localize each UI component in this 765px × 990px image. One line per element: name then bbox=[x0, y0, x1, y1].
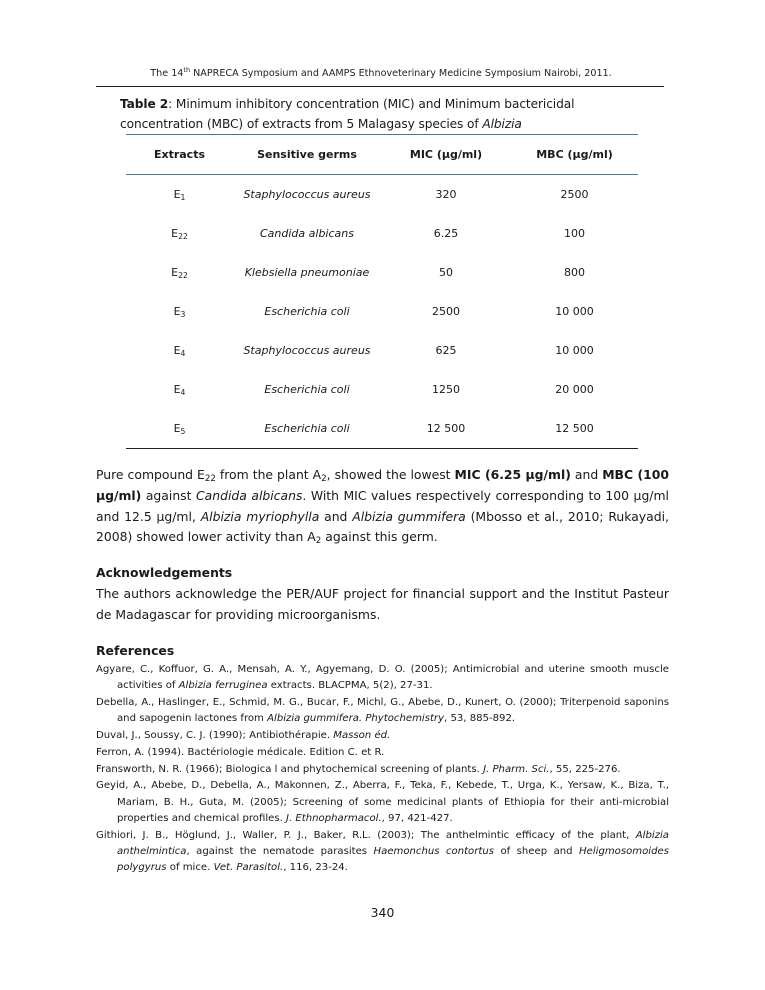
extract-subscript: 22 bbox=[178, 232, 188, 241]
mbc-cell-text: 100 bbox=[564, 227, 585, 240]
reference-italic: Haemonchus contortus bbox=[373, 845, 494, 857]
mic-cell bbox=[381, 331, 511, 370]
caption-text: : Minimum inhibitory concentration (MIC) and Minimum bactericidal concentration (MBC) of extracts from 5 Malagasy species of bbox=[120, 97, 575, 131]
caption-label: Table 2 bbox=[120, 97, 169, 111]
reference-text: extracts. BLACPMA, 5(2), 27-31. bbox=[267, 680, 433, 692]
extract-cell bbox=[126, 253, 233, 292]
references-heading: References bbox=[96, 643, 175, 658]
header-mic: MIC (µg/ml) bbox=[381, 135, 511, 175]
extract-subscript: 4 bbox=[180, 349, 186, 358]
mic-cell bbox=[381, 175, 511, 215]
germ-cell-text: Escherichia coli bbox=[264, 422, 350, 435]
table-row bbox=[126, 370, 638, 409]
text: , showed the lowest bbox=[326, 467, 455, 482]
header-sup: th bbox=[183, 66, 191, 74]
text: against this germ. bbox=[321, 529, 438, 545]
mbc-cell-text: 10 000 bbox=[555, 344, 594, 357]
germ-cell bbox=[233, 370, 381, 409]
germ-cell-text: Staphylococcus aureus bbox=[243, 344, 371, 357]
caption-genus: Albizia bbox=[482, 117, 522, 131]
extract-subscript: 1 bbox=[180, 193, 186, 202]
reference-italic: Albizia anthelmintica bbox=[117, 829, 669, 857]
reference-text: , 116, 23-24. bbox=[283, 862, 348, 873]
table-row bbox=[126, 292, 638, 331]
germ-cell bbox=[233, 253, 381, 292]
table-body bbox=[126, 175, 638, 449]
reference-text: Ferron, A. (1994). Bactériologie médicale. Edition C. et R. bbox=[96, 746, 385, 758]
reference-italic: J. Ethnopharmacol. bbox=[286, 812, 382, 824]
germ-cell-text: Staphylococcus aureus bbox=[243, 188, 371, 201]
reference-item bbox=[96, 728, 669, 744]
text: and bbox=[570, 467, 603, 482]
extract-cell-text: E bbox=[173, 422, 181, 435]
reference-text: Geyid, A., Abebe, D., Debella, A., Makonnen, Z., Aberra, F., Teka, F., Kebede, T., Urga, K., Yersaw, K., Biza, T., Mariam, B. H., Guta, M. (2005); Screening of some medicinal plants of Ethiopia for their anti-microbial properties and chemical profiles. bbox=[96, 780, 669, 824]
extract-cell-text: E bbox=[171, 227, 179, 240]
reference-text: Githiori, J. B., Höglund, J., Waller, P. J., Baker, R.L. (2003); The anthelmintic efficacy of the plant, bbox=[96, 829, 636, 841]
reference-italic: Vet. Parasitol. bbox=[213, 862, 284, 873]
reference-text: Duval, J., Soussy, C. J. (1990); Antibiothérapie. bbox=[96, 730, 334, 741]
germ-cell-text: Klebsiella pneumoniae bbox=[244, 266, 370, 279]
reference-text: , 55, 225-276. bbox=[549, 763, 621, 775]
acknowledgements-text: The authors acknowledge the PER/AUF project for financial support and the Institut Pasteur de Madagascar for providing microorganisms. bbox=[96, 586, 669, 622]
extract-cell bbox=[126, 331, 233, 370]
table-header-row bbox=[126, 135, 638, 175]
reference-italic: Heligmosomoides polygyrus bbox=[117, 845, 669, 873]
reference-text: Debella, A., Haslinger, E., Schmid, M. G., Bucar, F., Michl, G., Abebe, D., Kunert, O. (2000); Triterpenoid saponins and sapogenin lactones from bbox=[96, 697, 669, 725]
germ-cell bbox=[233, 175, 381, 215]
table-row bbox=[126, 409, 638, 449]
extract-subscript: 3 bbox=[180, 310, 186, 319]
germ-cell-text: Candida albicans bbox=[260, 227, 354, 240]
extract-cell bbox=[126, 409, 233, 449]
mbc-cell bbox=[511, 175, 638, 215]
reference-item bbox=[96, 745, 669, 761]
mbc-cell bbox=[511, 292, 638, 331]
reference-italic: Masson éd. bbox=[333, 730, 391, 741]
reference-text: , 97, 421-427. bbox=[381, 812, 453, 824]
text: against bbox=[141, 487, 196, 503]
text: and bbox=[319, 508, 353, 524]
mbc-cell bbox=[511, 253, 638, 292]
mbc-cell bbox=[511, 409, 638, 449]
mic-cell-text: 625 bbox=[435, 344, 457, 357]
mic-mbc-table bbox=[126, 134, 638, 449]
text: (Mbosso et al., 2010; Rukayadi, 2008) showed lower activity than A bbox=[96, 508, 669, 545]
mbc-cell-text: 2500 bbox=[560, 188, 589, 201]
germ-cell bbox=[233, 331, 381, 370]
mic-cell-text: 50 bbox=[439, 266, 453, 279]
species-name: Candida albicans bbox=[196, 487, 303, 503]
extract-cell bbox=[126, 370, 233, 409]
running-header bbox=[96, 66, 666, 79]
reference-italic: J. Pharm. Sci. bbox=[483, 763, 550, 775]
germ-cell-text: Escherichia coli bbox=[264, 305, 350, 318]
subscript: 22 bbox=[204, 474, 216, 484]
header-germs: Sensitive germs bbox=[233, 135, 381, 175]
extract-cell-text: E bbox=[171, 266, 179, 279]
header-mbc: MBC (µg/ml) bbox=[511, 135, 638, 175]
mbc-cell bbox=[511, 214, 638, 253]
text: Pure compound E bbox=[96, 467, 205, 482]
references-list bbox=[96, 662, 669, 877]
text: from the plant A bbox=[215, 467, 322, 482]
extract-cell-text: E bbox=[173, 344, 181, 357]
reference-text: Agyare, C., Koffuor, G. A., Mensah, A. Y., Agyemang, D. O. (2005); Antimicrobial and uterine smooth muscle activities of bbox=[96, 664, 669, 692]
text: . With MIC values respectively corresponding to 100 µg/ml and 12.5 µg/ml, bbox=[96, 487, 669, 524]
mic-cell bbox=[381, 370, 511, 409]
mic-cell-text: 2500 bbox=[432, 305, 460, 318]
extract-cell bbox=[126, 292, 233, 331]
reference-item bbox=[96, 778, 669, 827]
results-paragraph bbox=[96, 465, 669, 548]
mbc-cell-text: 12 500 bbox=[555, 422, 594, 435]
acknowledgements-heading: Acknowledgements bbox=[96, 565, 233, 580]
germ-cell-text: Escherichia coli bbox=[264, 383, 350, 396]
mic-cell-text: 1250 bbox=[432, 383, 460, 396]
species-name: Albizia gummifera bbox=[352, 508, 466, 524]
extract-subscript: 4 bbox=[180, 388, 186, 397]
page-number: 340 bbox=[370, 905, 395, 920]
mic-cell-text: 12 500 bbox=[426, 422, 466, 435]
extract-cell bbox=[126, 175, 233, 215]
reference-item bbox=[96, 762, 669, 778]
bold-mic: MIC (6.25 µg/ml) bbox=[454, 467, 571, 482]
reference-italic: Albizia gummifera. Phytochemistry bbox=[267, 713, 445, 725]
table-row bbox=[126, 175, 638, 215]
extract-cell-text: E bbox=[173, 383, 181, 396]
mic-cell bbox=[381, 409, 511, 449]
reference-text: , against the nematode parasites bbox=[186, 845, 374, 857]
table-caption bbox=[120, 94, 650, 134]
table-row bbox=[126, 214, 638, 253]
reference-item bbox=[96, 662, 669, 694]
subscript: 2 bbox=[315, 536, 322, 547]
germ-cell bbox=[233, 214, 381, 253]
reference-text: Fransworth, N. R. (1966); Biologica l and phytochemical screening of plants. bbox=[96, 763, 484, 775]
extract-cell-text: E bbox=[173, 188, 181, 201]
mbc-cell-text: 20 000 bbox=[555, 383, 594, 396]
reference-text: of sheep and bbox=[494, 845, 580, 857]
extract-subscript: 5 bbox=[180, 427, 186, 436]
reference-item bbox=[96, 828, 669, 877]
germ-cell bbox=[233, 292, 381, 331]
header-rule bbox=[96, 86, 664, 87]
bold-mbc: MBC (100 µg/ml) bbox=[96, 467, 669, 503]
reference-text: , 53, 885-892. bbox=[444, 713, 516, 725]
extract-subscript: 22 bbox=[178, 271, 188, 280]
header-extracts: Extracts bbox=[126, 135, 233, 175]
table-row bbox=[126, 253, 638, 292]
extract-cell-text: E bbox=[173, 305, 181, 318]
mbc-cell-text: 10 000 bbox=[555, 305, 594, 318]
table-row bbox=[126, 331, 638, 370]
header-text: The 14 bbox=[150, 68, 184, 80]
extract-cell bbox=[126, 214, 233, 253]
mbc-cell bbox=[511, 370, 638, 409]
subscript: 2 bbox=[321, 474, 327, 484]
germ-cell bbox=[233, 409, 381, 449]
mic-cell-text: 320 bbox=[435, 188, 457, 201]
reference-text: of mice. bbox=[166, 862, 214, 873]
header-text-rest: NAPRECA Symposium and AAMPS Ethnoveterinary Medicine Symposium Nairobi, 2011. bbox=[190, 68, 612, 80]
species-name: Albizia myriophylla bbox=[200, 508, 320, 524]
mbc-cell-text: 800 bbox=[564, 266, 585, 279]
mic-cell bbox=[381, 292, 511, 331]
reference-item bbox=[96, 695, 669, 727]
reference-italic: Albizia ferruginea bbox=[178, 680, 268, 692]
mic-cell bbox=[381, 253, 511, 292]
mbc-cell bbox=[511, 331, 638, 370]
mic-cell-text: 6.25 bbox=[433, 227, 459, 240]
mic-cell bbox=[381, 214, 511, 253]
